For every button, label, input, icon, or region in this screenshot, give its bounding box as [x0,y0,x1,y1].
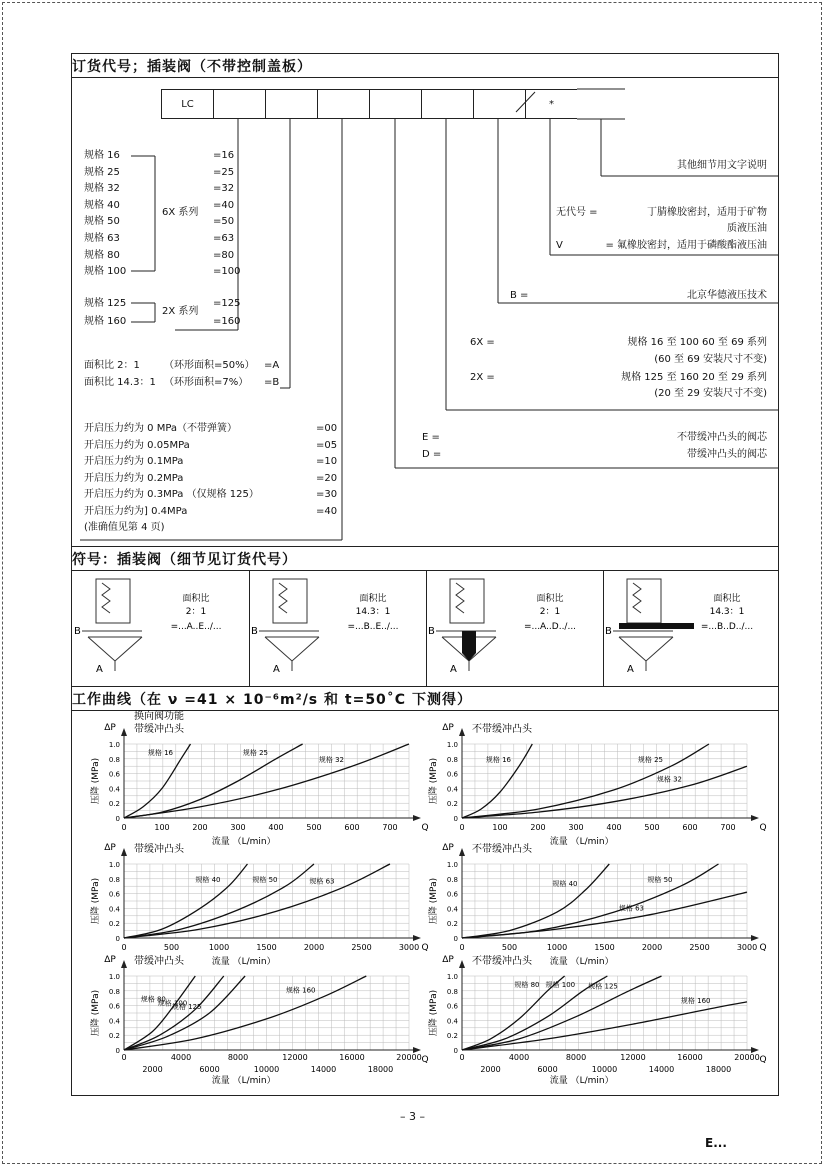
x-arrow-icon [751,935,759,941]
x-axis-label: 流量 （L/min） [211,957,276,967]
series-label: 规格 16 [485,756,511,765]
chart-title: 带缓冲凸头 [134,956,184,967]
y-axis-label: 压降 (MPa) [91,989,101,1037]
b-text: 北京华德液压技术 [687,290,767,301]
cracking-code: =10 [316,456,338,468]
x-tick-label: 100 [492,823,508,832]
x-tick-label: 12000 [282,1053,308,1062]
y-arrow-icon [459,848,465,856]
series-label: 规格 80 [514,980,540,989]
d-text: 带缓冲凸头的阀芯 [687,449,767,460]
spring-icon [456,583,464,613]
chart-title: 不带缓冲凸头 [472,724,532,735]
y-axis-name: ΔP [104,723,116,733]
x-tick-label: 18000 [705,1065,732,1074]
series-label: 规格 50 [252,876,278,885]
y-tick-label: 0 [453,935,458,943]
series-label: 规格 63 [618,904,644,913]
y-tick-label: 0.6 [446,890,458,899]
spring-icon [102,583,110,613]
x-axis-name: Q [421,943,429,953]
x-tick-label: 3000 [398,943,420,952]
area-ratio-label: 面积比 2：1 [84,360,140,371]
x-axis-label: 流量 （L/min） [549,837,614,847]
y-tick-label: 0.2 [108,800,120,809]
y-tick-label: 0.2 [108,920,120,929]
x-tick-label: 4000 [508,1053,530,1062]
symbol-code: =...A..E../... [170,622,222,632]
symbol-ratio: 2：1 [539,607,561,617]
port-b-label: B [251,626,258,637]
x-arrow-icon [751,815,759,821]
size-label: 规格 100 [84,266,127,278]
y-axis-label: 压降 (MPa) [91,877,101,925]
valve-symbol [249,571,426,686]
area-ratio-label: 面积比 14.3：1 [84,377,156,388]
curve-chart [89,842,429,967]
chart-title: 带缓冲凸头 [134,724,184,735]
x-tick-label: 0 [121,823,127,832]
series-2x-key: 2X = [470,372,495,383]
size-code: =16 [213,150,235,161]
x-tick-label: 2500 [351,943,372,952]
y-arrow-icon [121,848,127,856]
cracking-code: =20 [316,472,338,484]
y-arrow-icon [459,728,465,736]
valve-symbol [426,571,603,686]
seal-none-text: 丁腈橡胶密封，适用于矿物 [647,207,767,218]
y-tick-label: 0.8 [108,875,120,884]
series-2x-text: 规格 125 至 160 20 至 29 系列 [621,372,767,383]
area-ratio-note: （环形面积=7%） [164,377,249,388]
y-tick-label: 1.0 [446,973,458,981]
y-tick-label: 0.4 [108,1017,120,1026]
divider [71,546,779,547]
x-arrow-icon [413,815,421,821]
x-tick-label: 1500 [256,943,277,952]
y-tick-label: 0.8 [108,987,120,996]
x-axis-name: Q [759,823,767,833]
x-axis-name: Q [421,1055,429,1065]
y-tick-label: 0.6 [108,770,120,779]
x-tick-label: 0 [459,943,465,952]
y-tick-label: 0.2 [108,1032,120,1041]
valve-cone [88,637,142,661]
x-tick-label: 12000 [620,1053,646,1062]
y-tick-label: 1.0 [108,861,120,869]
x-tick-label: 8000 [227,1053,249,1062]
chart-title: 带缓冲凸头 [134,844,184,855]
series-label: 规格 40 [195,876,221,885]
x-tick-label: 16000 [677,1053,703,1062]
series-label: 规格 16 [147,748,173,757]
x-arrow-icon [413,935,421,941]
x-tick-label: 2000 [480,1065,501,1074]
port-a-label: A [96,664,103,675]
series-label: 规格 32 [318,756,344,765]
y-tick-label: 0.8 [446,755,458,764]
y-tick-label: 0.8 [446,987,458,996]
x-tick-label: 600 [344,823,360,832]
spring-icon [633,583,641,613]
x-tick-label: 1000 [546,943,568,952]
series-label: 规格 63 [309,877,335,886]
size-label: 规格 32 [84,183,120,195]
series-2x-text: (20 至 29 安装尺寸不变) [654,388,767,399]
series-2x-label: 2X 系列 [162,306,199,317]
size-label: 规格 80 [84,249,120,261]
size-label: 规格 63 [84,233,120,244]
spring-icon [279,583,287,613]
y-tick-label: 0.6 [446,1002,458,1011]
chart-title: 不带缓冲凸头 [472,844,532,855]
x-tick-label: 3000 [736,943,758,952]
y-tick-label: 0.6 [108,1002,120,1011]
y-tick-label: 0.4 [446,785,458,794]
cracking-label: 开启压力约为 0.05MPa [84,439,190,451]
series-label: 规格 80 [140,995,166,1004]
size-code: =80 [213,249,235,261]
curve-chart [89,954,429,1086]
size-code: =63 [213,233,235,244]
y-tick-label: 0.8 [446,875,458,884]
e-text: 不带缓冲凸头的阀芯 [677,432,767,443]
y-tick-label: 1.0 [108,741,120,749]
x-tick-label: 400 [606,823,622,832]
size-code: =100 [213,266,241,278]
seal-v-key: V [556,240,563,251]
series-6x-key: 6X = [470,337,495,348]
x-tick-label: 300 [568,823,584,832]
symbol-code: =...B..E../... [347,622,399,632]
cracking-label: 开启压力约为 0 MPa（不带弹簧） [84,423,238,434]
x-tick-label: 500 [501,943,518,952]
order-code-header: 订货代号；插装阀（不带控制盖板） [72,59,312,75]
size-label: 规格 160 [84,316,127,327]
area-ratio-bar [619,623,694,629]
y-tick-label: 0 [115,935,120,943]
port-a-label: A [450,664,457,675]
size-label: 规格 50 [84,216,120,228]
y-axis-label: 压降 (MPa) [429,989,439,1037]
series-label: 规格 25 [637,756,663,765]
x-tick-label: 500 [306,823,322,832]
valve-cone [619,637,673,661]
d-key: D = [422,449,442,460]
valve-cone [265,637,319,661]
b-key: B = [510,290,529,301]
x-tick-label: 2500 [689,943,710,952]
series-6x-text: 规格 16 至 100 60 至 69 系列 [627,337,767,348]
x-tick-label: 100 [154,823,170,832]
slash-mark [516,92,535,112]
cracking-code: =00 [316,423,338,434]
x-axis-label: 流量 （L/min） [549,957,614,967]
y-tick-label: 0.6 [108,890,120,899]
x-tick-label: 500 [644,823,660,832]
symbol-title: 面积比 [359,594,387,604]
seal-none-key: 无代号 = [556,207,598,218]
y-arrow-icon [121,960,127,968]
series-label: 规格 125 [171,1003,202,1011]
curve-chart [427,722,767,847]
size-code: =50 [213,216,235,228]
series-6x-text: (60 至 69 安装尺寸不变) [654,354,767,365]
y-tick-label: 0.2 [446,1032,458,1041]
x-tick-label: 1500 [594,943,615,952]
x-axis-label: 流量 （L/min） [211,1076,276,1086]
y-axis-name: ΔP [104,843,116,853]
performance-curves [0,710,826,1100]
y-axis-name: ΔP [442,955,454,965]
e-key: E = [422,432,440,443]
curve-chart [89,709,429,847]
x-axis-name: Q [421,823,429,833]
x-tick-label: 16000 [339,1053,365,1062]
chart-title: 不带缓冲凸头 [472,956,532,967]
divider [71,686,779,687]
x-tick-label: 200 [530,823,546,832]
series-label: 规格 160 [285,986,316,995]
symbol-ratio: 14.3：1 [709,607,745,617]
series-6x-label: 6X 系列 [162,207,199,218]
size-label: 规格 16 [84,150,120,161]
seal-none-text: 质液压油 [727,223,767,234]
y-tick-label: 0.4 [446,1017,458,1026]
x-tick-label: 2000 [142,1065,163,1074]
cracking-label: 开启压力约为 0.3MPa （仅规格 125） [84,489,259,501]
series-label: 规格 40 [552,879,578,888]
size-code: =32 [213,183,235,195]
y-tick-label: 0.4 [108,905,120,914]
series-label: 规格 25 [242,748,268,757]
y-tick-label: 0.4 [446,905,458,914]
y-arrow-icon [459,960,465,968]
port-b-label: B [605,626,612,637]
code-box: * [525,89,577,119]
area-ratio-code: =A [264,360,280,371]
cracking-label: 开启压力约为] 0.4MPa [84,506,188,517]
size-code: =40 [213,199,235,211]
curve-chart [427,842,767,967]
x-axis-label: 流量 （L/min） [549,1076,614,1086]
valve-symbol [72,571,249,686]
y-axis-name: ΔP [442,723,454,733]
x-tick-label: 0 [121,1053,127,1062]
x-tick-label: 4000 [170,1053,192,1062]
series-label: 规格 125 [588,982,618,991]
x-tick-label: 700 [382,823,398,832]
x-tick-label: 300 [230,823,246,832]
seal-v-text: = 氟橡胶密封，适用于磷酸酯液压油 [605,240,767,251]
x-tick-label: 500 [163,943,180,952]
chart-title: 换向阀功能 [134,711,184,722]
x-tick-label: 600 [682,823,698,832]
x-tick-label: 10000 [253,1065,280,1074]
x-tick-label: 8000 [565,1053,587,1062]
port-b-label: B [74,626,81,637]
y-tick-label: 0.6 [446,770,458,779]
cracking-code: =05 [316,439,338,451]
other-details-text: 其他细节用文字说明 [677,160,767,171]
curve-chart [427,954,767,1086]
y-tick-label: 0 [453,815,458,823]
y-arrow-icon [121,728,127,736]
y-tick-label: 0 [115,1047,120,1055]
x-axis-label: 流量 （L/min） [211,837,276,847]
y-tick-label: 0.4 [108,785,120,794]
x-tick-label: 0 [459,1053,465,1062]
port-b-label: B [428,626,435,637]
symbols-header: 符号：插装阀（细节见订货代号） [72,552,297,568]
y-tick-label: 0.2 [446,800,458,809]
x-tick-label: 1000 [208,943,230,952]
x-tick-label: 14000 [310,1065,337,1074]
cracking-code: =40 [316,506,338,517]
y-tick-label: 0.2 [446,920,458,929]
x-tick-label: 14000 [648,1065,675,1074]
size-label: 规格 25 [84,166,120,178]
symbol-ratio: 2：1 [185,607,207,617]
valve-symbol [603,571,780,686]
x-tick-label: 200 [192,823,208,832]
valve-body [273,579,307,623]
size-label: 规格 125 [84,298,127,309]
curves-header: 工作曲线（在 ν =41 × 10⁻⁶m²/s 和 t=50˚C 下测得） [72,692,472,708]
size-code: =160 [213,316,241,327]
cracking-label: 开启压力约为 0.2MPa [84,472,184,484]
x-tick-label: 0 [459,823,465,832]
y-tick-label: 0 [453,1047,458,1055]
x-tick-label: 700 [720,823,736,832]
x-tick-label: 10000 [591,1065,618,1074]
x-tick-label: 0 [121,943,127,952]
series-label: 规格 100 [157,999,188,1008]
y-axis-name: ΔP [104,955,116,965]
x-tick-label: 20000 [396,1053,422,1062]
port-a-label: A [273,664,280,675]
area-ratio-note: （环形面积=50%） [164,360,255,371]
series-label: 规格 50 [647,876,673,885]
cracking-note: (准确值见第 4 页) [84,522,165,533]
valve-body [627,579,661,623]
y-tick-label: 1.0 [108,973,120,981]
x-tick-label: 2000 [303,943,325,952]
symbol-title: 面积比 [536,594,564,604]
size-label: 规格 40 [84,199,120,211]
valve-body [450,579,484,623]
symbol-code: =...B..D../... [700,622,754,632]
series-label: 规格 160 [680,997,711,1006]
area-ratio-code: =B [264,377,280,388]
symbol-code: =...A..D../... [523,622,577,632]
y-tick-label: 1.0 [446,741,458,749]
port-a-label: A [627,664,634,675]
x-tick-label: 18000 [367,1065,394,1074]
y-tick-label: 1.0 [446,861,458,869]
cracking-label: 开启压力约为 0.1MPa [84,456,184,468]
y-axis-label: 压降 (MPa) [429,877,439,925]
symbol-title: 面积比 [713,594,741,604]
y-axis-label: 压降 (MPa) [91,757,101,805]
x-tick-label: 400 [268,823,284,832]
x-axis-name: Q [759,1055,767,1065]
y-tick-label: 0.8 [108,755,120,764]
symbol-title: 面积比 [182,594,210,604]
x-tick-label: 6000 [199,1065,220,1074]
footer-mark: E... [705,1136,727,1150]
code-box: LC [161,89,213,119]
x-tick-label: 6000 [537,1065,558,1074]
size-code: =25 [213,166,235,178]
symbol-ratio: 14.3：1 [355,607,391,617]
size-code: =125 [213,298,241,309]
cracking-code: =30 [316,489,338,501]
series-label: 规格 100 [545,980,576,989]
x-tick-label: 20000 [734,1053,760,1062]
y-tick-label: 0 [115,815,120,823]
x-tick-label: 2000 [641,943,663,952]
x-axis-name: Q [759,943,767,953]
y-axis-label: 压降 (MPa) [429,757,439,805]
series-label: 规格 32 [656,775,682,784]
page-number: – 3 – [400,1110,425,1123]
y-axis-name: ΔP [442,843,454,853]
valve-body [96,579,130,623]
